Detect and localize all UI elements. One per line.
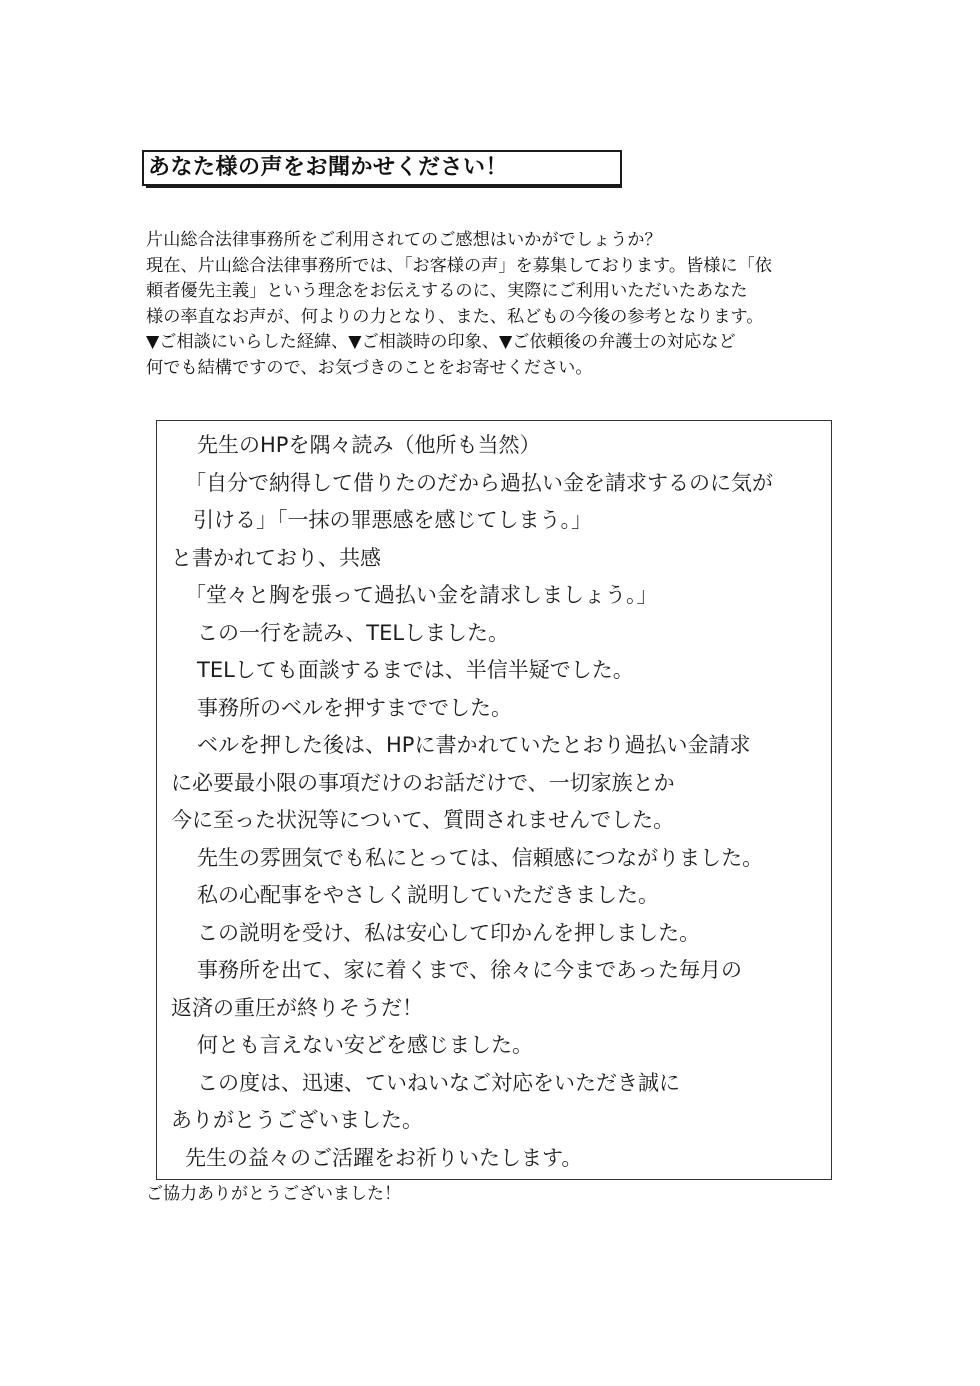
comment-line: 先生のHPを隅々読み（他所も当然）: [197, 433, 541, 457]
comment-line: 事務所を出て、家に着くまで、徐々に今まであった毎月の: [197, 958, 742, 982]
comment-line: 今に至った状況等について、質問されませんでした。: [171, 808, 675, 832]
comment-line: 「堂々と胸を張って過払い金を請求しましょう。」: [185, 583, 658, 607]
intro-line: ▼ご相談にいらした経緯、▼ご相談時の印象、▼ご依頼後の弁護士の対応など: [146, 332, 736, 353]
customer-comment-box: [156, 420, 832, 1180]
handwritten-comment: [171, 427, 821, 1177]
comment-line: この説明を受け、私は安心して印かんを押しました。: [197, 920, 701, 945]
intro-line: 頼者優先主義」という理念をお伝えするのに、実際にご利用いただいたあなた: [146, 281, 748, 302]
comment-line: 「自分で納得して借りたのだから過払い金を請求するのに気が: [185, 470, 773, 495]
intro-line: 片山総合法律事務所をご利用されてのご感想はいかがでしょうか？: [146, 230, 662, 250]
comment-line: 私の心配事をやさしく説明していただきました。: [197, 883, 659, 907]
comment-line: に必要最小限の事項だけのお話だけで、一切家族とか: [171, 770, 675, 795]
intro-line: 何でも結構ですので、お気づきのことをお寄せください。: [146, 357, 593, 378]
comment-line: TELしても面談するまでは、半信半疑でした。: [197, 658, 634, 682]
intro-line: 現在、片山総合法律事務所では、「お客様の声」を募集しております。皆様に「依: [146, 255, 772, 276]
intro-line: 様の率直なお声が、何よりの力となり、また、私どもの今後の参考となります。: [146, 306, 764, 327]
closing-thanks: ご協力ありがとうございました！: [146, 1184, 401, 1204]
comment-line: この度は、迅速、ていねいなご対応をいただき誠に: [197, 1070, 680, 1095]
comment-line: 返済の重圧が終りそうだ！: [171, 995, 423, 1020]
page-title: あなた様の声をお聞かせください！: [142, 150, 622, 186]
comment-line: ベルを押した後は、HPに書かれていたとおり過払い金請求: [197, 733, 751, 757]
comment-line: 引ける」「一抹の罪悪感を感じてしまう。」: [193, 508, 592, 532]
comment-line: この一行を読み、TELしました。: [197, 620, 510, 645]
title-banner: [142, 150, 622, 188]
comment-line: ありがとうございました。: [171, 1108, 423, 1132]
intro-text: [146, 228, 856, 382]
comment-line: 先生の益々のご活躍をお祈りいたします。: [185, 1145, 583, 1170]
comment-line: と書かれており、共感: [171, 545, 381, 570]
comment-line: 何とも言えない安どを感じました。: [197, 1033, 533, 1057]
comment-line: 先生の雰囲気でも私にとっては、信頼感につながりました。: [197, 845, 764, 870]
comment-line: 事務所のベルを押すまででした。: [197, 695, 512, 720]
